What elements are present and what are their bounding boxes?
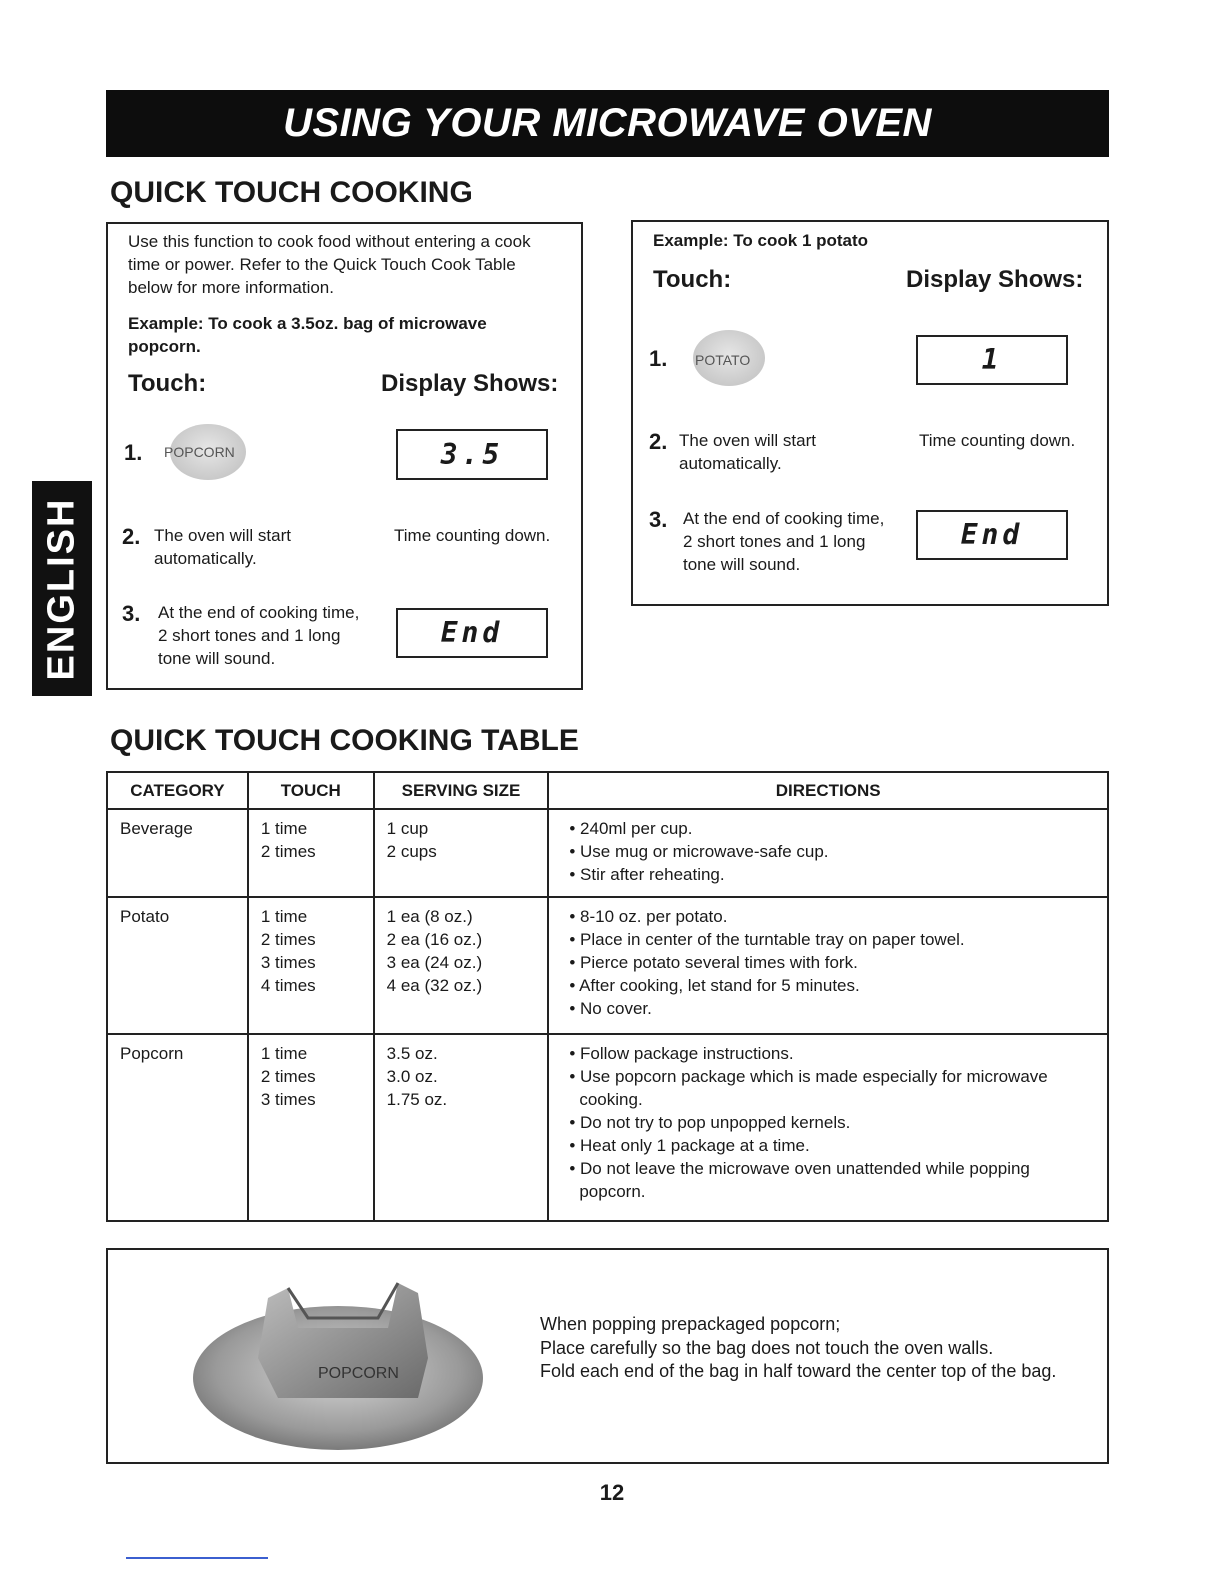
language-tab: [32, 481, 92, 696]
touch-label: Touch:: [653, 266, 732, 293]
popcorn-example-title: Example: To cook a 3.5oz. bag of microwave popcorn.: [128, 314, 487, 356]
potato-key-label: POTATO: [695, 352, 751, 368]
popcorn-key-label: POPCORN: [164, 444, 235, 460]
category-cell: Popcorn: [107, 1034, 248, 1221]
touch-value: 2 times: [260, 1067, 316, 1086]
popcorn-bag-label: POPCORN: [318, 1365, 399, 1382]
note-line: When popping prepackaged popcorn;: [540, 1314, 841, 1334]
step-number: 1.: [649, 346, 668, 371]
serving-cell: [374, 897, 549, 1034]
note-line: Fold each end of the bag in half toward the center top of the bag.: [540, 1361, 1057, 1381]
popcorn-note-text: [540, 1313, 1080, 1384]
direction-item: • Do not try to pop unpopped kernels.: [569, 1113, 851, 1132]
direction-item: • Use mug or microwave-safe cup.: [569, 842, 829, 861]
directions-cell: [548, 1034, 1108, 1221]
touch-value: 1 time: [260, 819, 308, 838]
step-number: 3.: [122, 601, 141, 626]
direction-text: Do not try to pop unpopped kernels.: [580, 1113, 851, 1132]
serving-value: 1.75 oz.: [386, 1090, 448, 1109]
page-number: 12: [599, 1480, 625, 1505]
lcd-display: 3.5: [396, 429, 548, 480]
popcorn-bag-illustration: [188, 1258, 488, 1458]
popcorn-note-box: [106, 1248, 1109, 1464]
serving-value: 3.5 oz.: [386, 1044, 438, 1063]
step-text: At the end of cooking time, 2 short tones and 1 long tone will sound.: [158, 603, 360, 668]
intro-text: Use this function to cook food without entering a cook time or power. Refer to the Quick Touch Cook Table below for more information.: [128, 232, 531, 297]
touch-value: 1 time: [260, 1044, 308, 1063]
display-label: Display Shows:: [906, 266, 1084, 293]
touch-cell: [248, 897, 374, 1034]
step-text: The oven will start automatically.: [679, 431, 816, 473]
step-number: 2.: [122, 524, 141, 549]
touch-value: 3 times: [260, 953, 316, 972]
direction-item: • No cover.: [569, 999, 652, 1018]
direction-item: • Follow package instructions.: [569, 1044, 794, 1063]
step-number: 1.: [124, 440, 143, 465]
language-tab-label: ENGLISH: [40, 497, 83, 680]
potato-example-box: [631, 220, 1109, 606]
touch-cell: [248, 1034, 374, 1221]
serving-value: 4 ea (32 oz.): [386, 976, 483, 995]
touch-value: 2 times: [260, 842, 316, 861]
category-cell: Potato: [107, 897, 248, 1034]
direction-item: • Pierce potato several times with fork.: [569, 953, 858, 972]
display-label: Display Shows:: [381, 370, 559, 397]
popcorn-example-box: [106, 222, 583, 690]
serving-cell: [374, 809, 549, 897]
lcd-display: 1: [916, 335, 1068, 385]
direction-text: Do not leave the microwave oven unattended while popping popcorn.: [579, 1159, 1030, 1201]
serving-cell: [374, 1034, 549, 1221]
direction-item: • 240ml per cup.: [569, 819, 693, 838]
table-header-row: [107, 772, 1108, 809]
category-cell: Beverage: [107, 809, 248, 897]
table-row: [107, 809, 1108, 897]
serving-value: 1 ea (8 oz.): [386, 907, 473, 926]
touch-label: Touch:: [128, 370, 207, 397]
page-banner: USING YOUR MICROWAVE OVEN: [106, 90, 1109, 157]
direction-text: Follow package instructions.: [580, 1044, 794, 1063]
serving-value: 3 ea (24 oz.): [386, 953, 483, 972]
direction-text: Stir after reheating.: [580, 865, 725, 884]
direction-text: After cooking, let stand for 5 minutes.: [579, 976, 860, 995]
directions-cell: [548, 897, 1108, 1034]
column-header: SERVING SIZE: [374, 772, 549, 809]
direction-item: • Use popcorn package which is made especially for microwave cooking.: [569, 1067, 1048, 1109]
direction-item: • Stir after reheating.: [569, 865, 725, 884]
touch-value: 1 time: [260, 907, 308, 926]
serving-value: 2 ea (16 oz.): [386, 930, 483, 949]
potato-example-title: Example: To cook 1 potato: [653, 231, 869, 250]
direction-text: 240ml per cup.: [580, 819, 693, 838]
step-text: At the end of cooking time, 2 short tones and 1 long tone will sound.: [683, 509, 885, 574]
serving-value: 3.0 oz.: [386, 1067, 438, 1086]
step-number: 2.: [649, 429, 668, 454]
column-header: DIRECTIONS: [548, 772, 1108, 809]
lcd-display: End: [396, 608, 548, 658]
direction-text: Use mug or microwave-safe cup.: [580, 842, 829, 861]
direction-item: • After cooking, let stand for 5 minutes.: [569, 976, 860, 995]
directions-cell: [548, 809, 1108, 897]
touch-value: 2 times: [260, 930, 316, 949]
section-heading-table: QUICK TOUCH COOKING TABLE: [110, 724, 579, 757]
direction-text: No cover.: [580, 999, 652, 1018]
touch-cell: [248, 809, 374, 897]
footer-rule: [126, 1557, 268, 1559]
section-heading-quick-touch: QUICK TOUCH COOKING: [110, 176, 473, 209]
touch-value: 3 times: [260, 1090, 316, 1109]
direction-item: • Heat only 1 package at a time.: [569, 1136, 810, 1155]
step-display-text: Time counting down.: [394, 526, 551, 545]
step-number: 3.: [649, 507, 668, 532]
column-header: TOUCH: [248, 772, 374, 809]
direction-text: 8-10 oz. per potato.: [580, 907, 728, 926]
serving-value: 1 cup: [386, 819, 429, 838]
direction-text: Pierce potato several times with fork.: [580, 953, 858, 972]
direction-item: • Place in center of the turntable tray on paper towel.: [569, 930, 965, 949]
table-row: [107, 1034, 1108, 1221]
serving-value: 2 cups: [386, 842, 437, 861]
direction-text: Place in center of the turntable tray on paper towel.: [580, 930, 965, 949]
step-display-text: Time counting down.: [919, 431, 1076, 450]
direction-item: • 8-10 oz. per potato.: [569, 907, 728, 926]
touch-value: 4 times: [260, 976, 316, 995]
column-header: CATEGORY: [107, 772, 248, 809]
direction-item: • Do not leave the microwave oven unattended while popping popcorn.: [569, 1159, 1030, 1201]
note-line: Place carefully so the bag does not touch the oven walls.: [540, 1337, 994, 1358]
quick-touch-table: [106, 771, 1109, 1222]
direction-text: Heat only 1 package at a time.: [580, 1136, 810, 1155]
lcd-display: End: [916, 510, 1068, 560]
table-row: [107, 897, 1108, 1034]
step-text: The oven will start automatically.: [154, 526, 291, 568]
direction-text: Use popcorn package which is made especially for microwave cooking.: [579, 1067, 1048, 1109]
